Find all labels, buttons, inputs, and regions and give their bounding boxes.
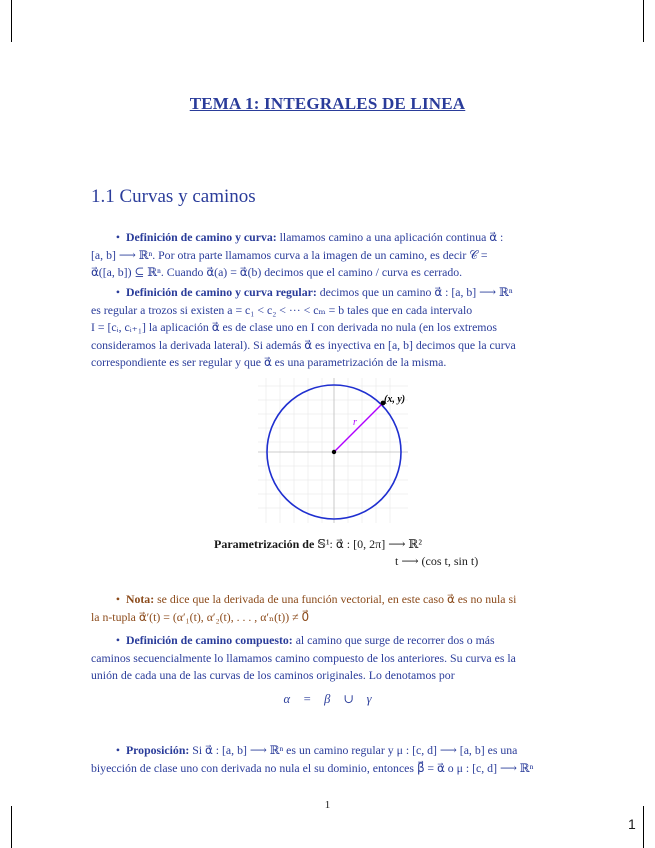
paragraph-head: Definición de camino compuesto: [125, 633, 293, 647]
paragraph-line: la n-tupla α⃗′(t) = (α′₁(t), α′₂(t), . . . , α′ₙ(t)) ≠ 0⃗ [91, 609, 310, 624]
bullet-icon: • [115, 285, 121, 299]
page-title: TEMA 1: INTEGRALES DE LINEA [189, 94, 466, 113]
bullet-icon: • [115, 592, 121, 606]
paragraph-line: consideramos la derivada lateral). Si además α⃗ es inyectiva en [a, b] decimos que la curva [91, 337, 516, 352]
point-label: (x, y) [384, 394, 406, 405]
radius-line [334, 403, 383, 452]
paragraph-line: α⃗([a, b]) ⊆ ℝⁿ. Cuando α⃗(a) = α⃗(b) decimos que el camino / curva es cerrado. [91, 265, 463, 279]
paragraph-line: Si α⃗ : [a, b] ⟶ ℝⁿ es un camino regular y μ : [c, d] ⟶ [a, b] es una [192, 743, 518, 757]
paragraph-head: Nota: [125, 592, 155, 606]
sheet-number: 1 [628, 816, 636, 832]
paragraph-line: llamamos camino a una aplicación continua α⃗ : [279, 230, 504, 244]
paragraph-line: caminos secuencialmente lo llamamos camino compuesto de los anteriores. Su curva es la [91, 650, 516, 665]
figure-caption-line2: t ⟶ (cos t, sin t) [395, 554, 479, 568]
paragraph-line: correspondiente es ser regular y que α⃗ es una parametrización de la misma. [91, 355, 447, 369]
radius-label: r [353, 417, 357, 428]
paragraph-line: unión de cada una de las curvas de los caminos originales. Lo denotamos por [91, 668, 455, 682]
paragraph-line: I = [cᵢ, cᵢ₊₁] la aplicación α⃗ es de clase uno en I con derivada no nula (en los extremos [91, 320, 497, 334]
page-number: 1 [324, 799, 331, 811]
circle-figure-svg [258, 378, 408, 523]
bullet-icon: • [115, 633, 121, 647]
paragraph-line: decimos que un camino α⃗ : [a, b] ⟶ ℝⁿ [319, 285, 513, 299]
paragraph-nota [91, 591, 581, 626]
paragraph-head: Proposición: [125, 743, 190, 757]
paragraph-head: Definición de camino y curva: [125, 230, 277, 244]
paragraph-line: es regular a trozos si existen a = c₁ < c₂ < ··· < cₘ = b tales que en cada intervalo [91, 302, 473, 317]
paragraph-definicion-regular [91, 284, 581, 372]
paragraph-definicion-camino [91, 229, 581, 282]
paragraph-head: Definición de camino y curva regular: [125, 285, 317, 299]
display-formula: 𝒞α⃗ = 𝒞β⃗ ∪ 𝒞γ⃗ [273, 692, 382, 706]
paragraph-line: al camino que surge de recorrer dos o más [295, 633, 495, 647]
paragraph-proposicion [91, 742, 581, 777]
caption-bold: Parametrización de [214, 537, 315, 551]
circle-figure [258, 378, 408, 523]
paragraph-camino-compuesto [91, 632, 581, 685]
paragraph-line: biyección de clase uno con derivada no nula el su dominio, entonces β⃗ = α⃗ o μ : [c, d] ⟶ ℝⁿ [91, 760, 534, 775]
paragraph-line: se dice que la derivada de una función vectorial, en este caso α⃗ es no nula si [157, 592, 517, 606]
figure-caption [214, 537, 422, 552]
paragraph-line: [a, b] ⟶ ℝⁿ. Por otra parte llamamos curva a la imagen de un camino, es decir 𝒞 = [91, 247, 488, 262]
caption-line: 𝕊¹: α⃗ : [0, 2π] ⟶ ℝ² [317, 537, 422, 551]
section-heading: 1.1 Curvas y caminos [91, 186, 256, 207]
bullet-icon: • [115, 230, 121, 244]
bullet-icon: • [115, 743, 121, 757]
center-point [332, 450, 336, 454]
